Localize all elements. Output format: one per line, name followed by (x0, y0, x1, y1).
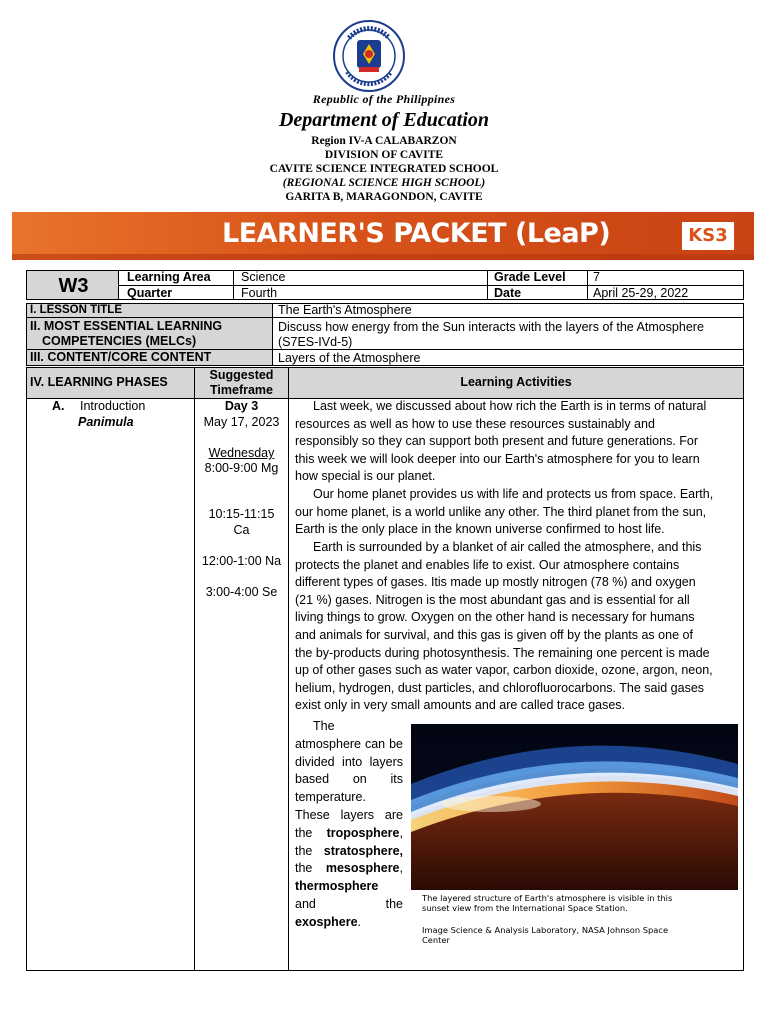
text-line: up of other gases such as water vapor, carbon dioxide, ozone, argon, neon, (295, 663, 713, 678)
school-type-line: (REGIONAL SCIENCE HIGH SCHOOL) (282, 177, 486, 189)
grade-value-cell (587, 270, 744, 286)
text-line: These layers are (295, 807, 403, 822)
text-line: Earth is the only place in the known universe confirmed to host life. (295, 522, 665, 537)
phase-subname: Panimula (78, 415, 134, 429)
school-line: CAVITE SCIENCE INTEGRATED SCHOOL (269, 163, 499, 175)
schedule-weekday: Wednesday (208, 446, 275, 460)
melc-label-line1: II. MOST ESSENTIAL LEARNING (30, 319, 223, 333)
schedule-slot1: 8:00-9:00 Mg (204, 461, 279, 475)
text-line: exist only in very small amounts and are called trace gases. (295, 698, 626, 713)
lesson-title-label: I. LESSON TITLE (30, 304, 123, 316)
thermosphere-term: thermosphere (295, 879, 379, 894)
grade-level-label: Grade Level (494, 270, 566, 284)
comma: , (399, 825, 403, 840)
content-label: III. CONTENT/CORE CONTENT (30, 350, 212, 364)
text-line: atmosphere can (295, 736, 386, 751)
schedule-slot2a: 10:15-11:15 (208, 507, 275, 521)
phases-header: IV. LEARNING PHASES (30, 375, 168, 389)
banner-stripe (12, 254, 754, 260)
melc-value-line2: (S7ES-IVd-5) (278, 335, 353, 349)
figure-caption-line1: The layered structure of Earth's atmosphere is visible in this (422, 893, 673, 903)
text-line: The (313, 719, 335, 733)
timeframe-header-line2: Timeframe (210, 383, 273, 397)
text-line: how special is our planet. (295, 469, 436, 484)
period: . (357, 914, 362, 929)
activity-paragraph-2 (295, 486, 737, 539)
activity-paragraph-3 (295, 539, 737, 715)
stratosphere-term: stratosphere, (323, 843, 403, 858)
text-line: (21 %) gases. Nitrogen is the most abundant gas and is essential for all (295, 592, 690, 607)
schedule-slot4: 3:00-4:00 Se (205, 585, 278, 599)
lesson-title-value: The Earth's Atmosphere (278, 303, 412, 317)
quarter-value: Fourth (241, 286, 278, 300)
phase-name: Introduction (80, 399, 146, 413)
mesosphere-term: mesosphere (325, 861, 400, 876)
address-line: GARITA B, MARAGONDON, CAVITE (285, 191, 483, 203)
figure-credit-line2: Center (422, 935, 450, 945)
text-line: Last week, we discussed about how rich the Earth is in terms of natural (313, 399, 707, 413)
banner-title: LEARNER'S PACKET (LeaP) (222, 218, 611, 249)
text-line: Our home planet provides us with life and protects us from space. Earth, (313, 487, 714, 501)
text-line (295, 826, 403, 840)
text-line: its temperature. (295, 772, 403, 805)
figure-credit-line1: Image Science & Analysis Laboratory, NASA Johnson Space (422, 925, 669, 935)
figure-caption-line2: sunset view from the International Space Station. (422, 903, 628, 913)
schedule-slot3: 12:00-1:00 Na (201, 554, 282, 568)
phase-letter: A. (52, 399, 65, 413)
text-line: different types of gases. Itis made up mostly nitrogen (78 %) and oxygen (295, 575, 696, 590)
text-line: be divided into (295, 736, 403, 769)
date-label: Date (494, 286, 522, 300)
text-the: the (385, 896, 403, 911)
atmosphere-sunset-photo (411, 724, 738, 890)
schedule-date: May 17, 2023 (203, 415, 280, 429)
activities-header: Learning Activities (460, 375, 572, 389)
activity-paragraph-4 (295, 718, 403, 932)
learning-area-value: Science (241, 270, 286, 284)
troposphere-term: troposphere (326, 825, 400, 840)
text-line: and animals for survival, and this gas is given off by the plants as one of (295, 627, 693, 642)
week-cell (26, 270, 119, 300)
text-line (295, 896, 403, 914)
timeframe-column (194, 398, 289, 971)
learning-area-label: Learning Area (127, 270, 211, 284)
text-the: the (295, 825, 313, 840)
text-line: Earth is surrounded by a blanket of air called the atmosphere, and this (313, 540, 702, 554)
melc-label-line2: COMPETENCIES (MELCs) (42, 334, 197, 348)
text-line: our home planet, is a world unlike any other. The third planet from the sun, (295, 504, 707, 519)
timeframe-header-line1: Suggested (209, 368, 274, 382)
text-line: protects the planet and enables life to exist. Our atmosphere contains (295, 557, 680, 572)
grade-level-value: 7 (593, 270, 600, 284)
exosphere-term: exosphere (295, 914, 358, 929)
schedule-slot2b: Ca (233, 523, 250, 537)
melc-value-line1: Discuss how energy from the Sun interacts with the layers of the Atmosphere (278, 320, 704, 334)
region-line: Region IV-A CALABARZON (311, 135, 457, 147)
text-line: responsibly so they can support both present and future generations. For (295, 434, 699, 449)
text-line (326, 861, 403, 875)
text-line: layers based on (295, 754, 403, 787)
text-line: helium, hydrogen, dust particles, and chlorofluorocarbons. The said gases (295, 680, 705, 695)
text-line: the by-products during photosynthesis. The remaining one percent is made (295, 645, 710, 660)
republic-heading: Republic of the Philippines (312, 92, 456, 106)
week-label: W3 (58, 275, 89, 297)
phase-column (26, 398, 195, 971)
leap-banner (12, 212, 754, 260)
schedule-day: Day 3 (224, 399, 259, 413)
date-value: April 25-29, 2022 (593, 286, 689, 300)
deped-seal-logo (333, 20, 405, 92)
activity-paragraph-1 (295, 398, 737, 486)
text-line (295, 915, 361, 929)
text-line: resources as well as how to use these resources sustainably and (295, 416, 655, 431)
division-line: DIVISION OF CAVITE (324, 149, 444, 161)
comma: , (399, 861, 403, 876)
text-the-line: the (295, 843, 313, 858)
deped-heading: Department of Education (278, 109, 489, 131)
content-value: Layers of the Atmosphere (278, 351, 421, 365)
text-and: and (295, 896, 316, 911)
text-the-line: the (295, 861, 313, 876)
quarter-label: Quarter (127, 286, 173, 300)
text-line: this week we will look deeper into our Earth's atmosphere for you to learn (295, 451, 700, 466)
text-line: living things to grow. Oxygen on the other hand is necessary for humans (295, 610, 695, 625)
ks3-badge: KS3 (682, 222, 734, 250)
